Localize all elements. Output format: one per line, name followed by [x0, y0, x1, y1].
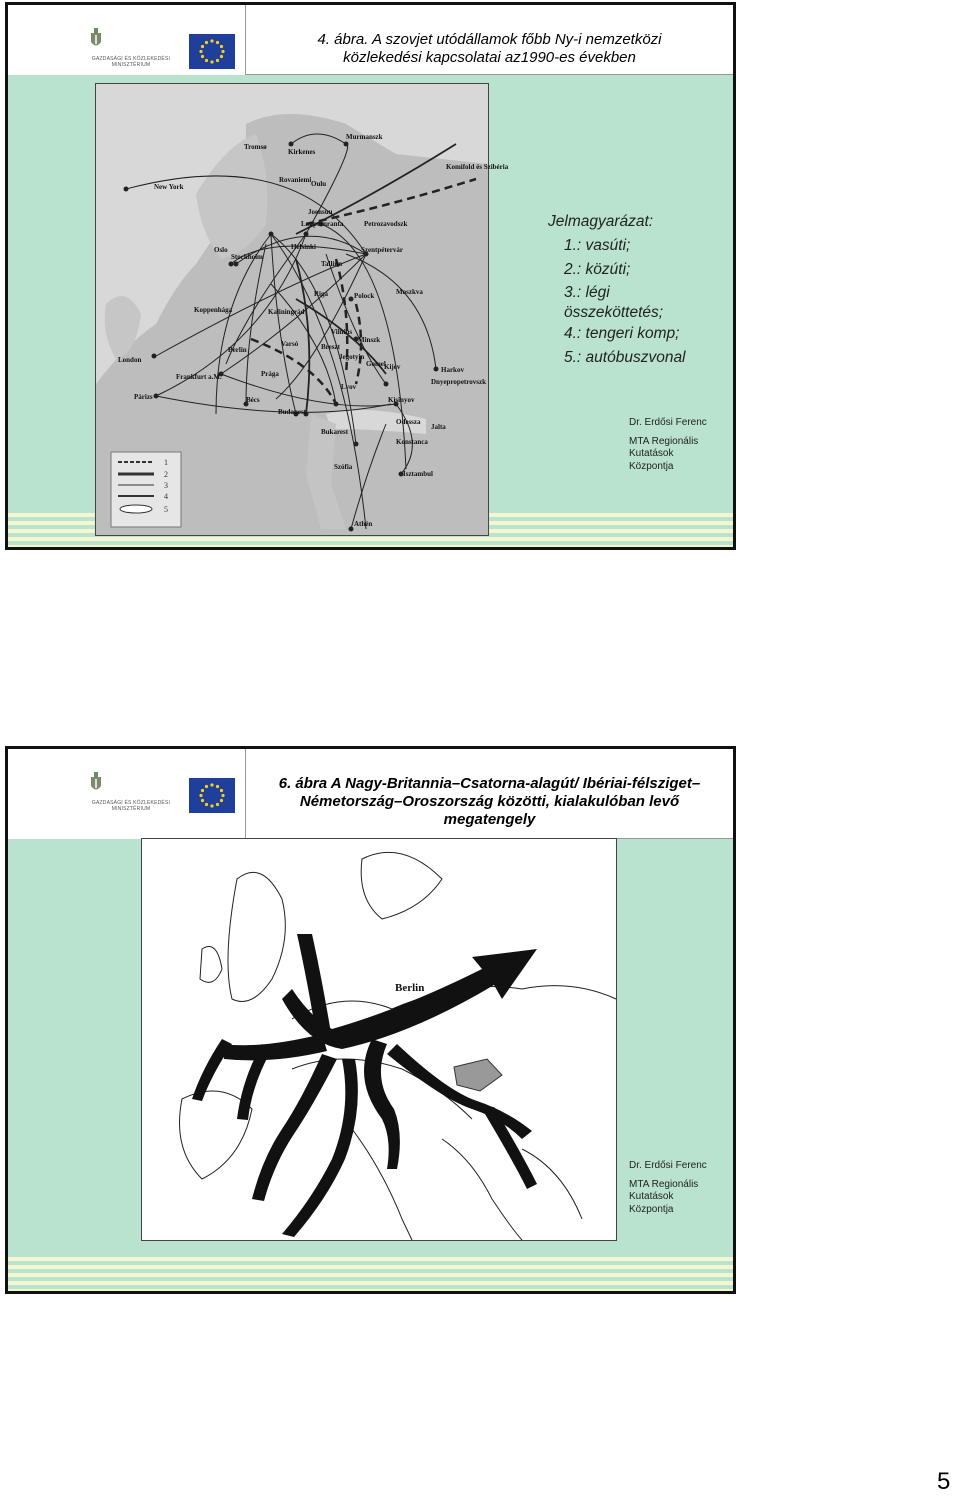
- city-label: Tromsø: [244, 143, 267, 151]
- map-graphic: [96, 84, 509, 535]
- city-label: Lappeenranta: [301, 220, 344, 228]
- city-label: Oulu: [311, 180, 327, 188]
- city-label: Lvov: [341, 383, 357, 391]
- header-logos: [8, 5, 245, 75]
- city-label: Athén: [354, 520, 373, 528]
- legend-heading: Jelmagyarázat:: [548, 213, 654, 230]
- header-logos: [8, 749, 245, 839]
- map-label-berlin: Berlin: [395, 982, 425, 994]
- eu-flag-icon: [189, 778, 235, 813]
- author-org-1: MTA Regionális: [629, 435, 699, 447]
- city-label: Konstanca: [396, 438, 428, 446]
- city-label: Harkov: [441, 366, 464, 374]
- city-label: Petrozavodszk: [364, 220, 408, 228]
- city-label: Kisinyov: [388, 396, 415, 404]
- page-number: 5: [937, 1468, 951, 1495]
- author-name: Dr. Erdősi Ferenc: [629, 1160, 707, 1171]
- map-graphic: [142, 839, 616, 1240]
- city-label: Kaliningrád: [268, 308, 305, 316]
- title-line-1: 4. ábra. A szovjet utódállamok főbb Ny-i nemzetközi: [317, 31, 662, 48]
- map-soviet-successor-connections: [95, 83, 509, 536]
- city-label: Bukarest: [321, 428, 349, 436]
- title-line-2: közlekedési kapcsolatai az1990-es években: [343, 49, 636, 66]
- map-legend-2: 2: [164, 470, 168, 479]
- city-label: Gomel: [366, 360, 386, 368]
- city-label: Bécs: [246, 396, 260, 404]
- city-label: Moszkva: [396, 288, 423, 296]
- eu-flag-icon: [189, 34, 235, 69]
- city-label: London: [118, 356, 142, 364]
- city-label: Breszt: [321, 343, 340, 351]
- city-label: Párizs: [134, 393, 153, 401]
- city-label: Dnyepropetrovszk: [431, 378, 486, 386]
- map-legend-5: 5: [164, 505, 168, 514]
- city-label: Vilnius: [331, 328, 353, 336]
- city-label: Budapest: [278, 408, 307, 416]
- map-legend-4: 4: [164, 492, 168, 501]
- title-line-2: Németország–Oroszország közötti, kialakulóban levő: [299, 793, 680, 810]
- author-credit: [629, 1160, 707, 1216]
- city-label: Oslo: [214, 246, 228, 254]
- city-label: Minszk: [358, 336, 381, 344]
- city-label: Szófia: [334, 463, 353, 471]
- author-org-2: Kutatások: [629, 448, 674, 459]
- city-label: Frankfurt a.M.: [176, 373, 222, 381]
- ministry-name: GAZDASÁGI ÉS KÖZLEKEDÉSI MINISZTÉRIUM: [91, 56, 171, 68]
- legend-item-1: 1.: vasúti;: [564, 237, 631, 254]
- city-label: Helsinki: [291, 243, 316, 251]
- slide-6-abra: [5, 746, 736, 1294]
- city-label: Rovaniemi: [279, 176, 312, 184]
- city-label: Riga: [314, 290, 328, 298]
- slide-title-box: [245, 5, 733, 75]
- slide-title: [246, 749, 733, 829]
- footer-stripes: [8, 1257, 733, 1291]
- map-megaaxis: [141, 838, 617, 1241]
- author-org-2: Kutatások: [629, 1191, 674, 1202]
- city-label: Prága: [261, 370, 279, 378]
- city-label: Murmanszk: [346, 133, 383, 141]
- author-org-1: MTA Regionális: [629, 1178, 699, 1190]
- city-label: Jalta: [431, 423, 446, 431]
- city-label: Stockholm: [231, 253, 263, 261]
- author-org-3: Központja: [629, 1203, 674, 1215]
- author-org-3: Központja: [629, 460, 674, 472]
- city-label: Polock: [354, 292, 375, 300]
- legend-item-2: 2.: közúti;: [564, 261, 631, 278]
- title-line-1: 6. ábra A Nagy-Britannia–Csatorna-alagút/ Ibériai-félsziget–: [278, 775, 701, 792]
- legend-item-3-cont: összeköttetés;: [564, 304, 664, 321]
- city-label: New York: [154, 183, 184, 191]
- slide-4-abra: [5, 2, 736, 550]
- author-name: Dr. Erdősi Ferenc: [629, 417, 707, 428]
- slide-title: [246, 5, 733, 67]
- map-legend-3: 3: [164, 481, 168, 490]
- ministry-name: GAZDASÁGI ÉS KÖZLEKEDÉSI MINISZTÉRIUM: [91, 800, 171, 812]
- map-legend-1: 1: [164, 458, 168, 467]
- city-label: Szentpétervár: [361, 246, 403, 254]
- legend-item-4: 4.: tengeri komp;: [564, 325, 680, 342]
- author-credit: [629, 417, 707, 473]
- city-label: Odessza: [396, 418, 421, 426]
- city-label: Berlin: [228, 346, 247, 354]
- city-label: Joensuu: [308, 208, 333, 216]
- map-legend-text: [548, 210, 686, 370]
- city-label: Varsó: [281, 340, 299, 348]
- legend-item-3: 3.: légi: [564, 284, 610, 301]
- hungarian-crest-icon: [88, 27, 104, 51]
- slide-title-box: [245, 749, 733, 839]
- hungarian-crest-icon: [88, 771, 104, 795]
- city-label: Kirkenes: [288, 148, 316, 156]
- city-label: Komifold és Szibéria: [446, 163, 509, 171]
- city-label: Tallinn: [321, 260, 343, 268]
- city-label: Jegotyin: [339, 353, 365, 361]
- city-label: Kijev: [384, 363, 401, 371]
- city-label: Isztambul: [403, 470, 433, 478]
- city-label: Koppenhága: [194, 306, 233, 314]
- legend-item-5: 5.: autóbuszvonal: [564, 349, 686, 366]
- title-line-3: megatengely: [443, 811, 536, 828]
